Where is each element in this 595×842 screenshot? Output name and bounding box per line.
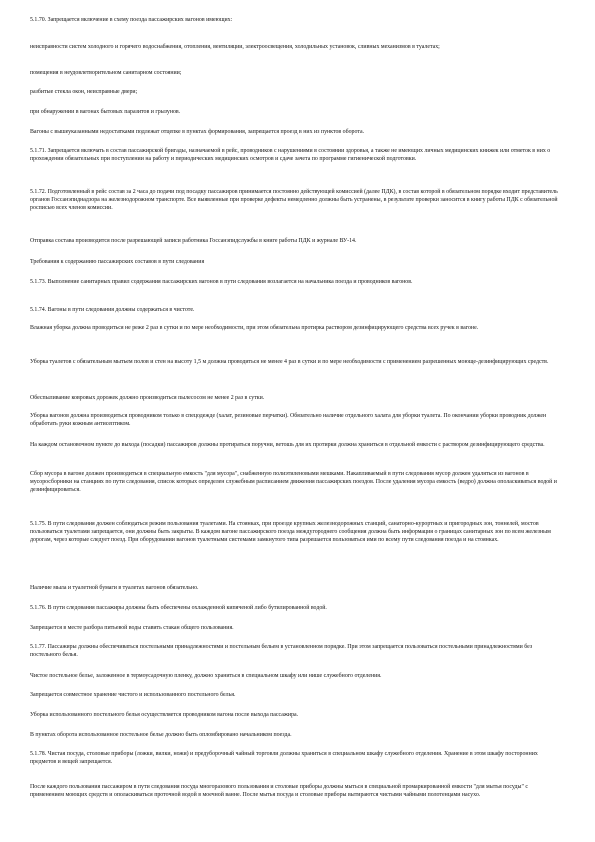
paragraph-26: В пунктах оборота использованное постельное белье должно быть опломбировано начальником поезда.	[30, 732, 292, 738]
paragraph-5-1-70: 5.1.70. Запрещается включение в схему поезда пассажирских вагонов имеющих:	[30, 17, 233, 23]
paragraph-5-1-77: 5.1.77. Пассажиры должны обеспечиваться постельными принадлежностями и постельным бельем в установленном порядке. При этом запрещается пользоваться постельными принадлежностями без постельного белья.	[30, 644, 533, 659]
section-heading: Требования к содержанию пассажирских составов в пути следования	[30, 259, 205, 265]
paragraph-21: Запрещается в месте разбора питьевой воды ставить стакан общего пользования.	[30, 625, 234, 631]
paragraph-5-1-76: 5.1.76. В пути следования пассажиры должны быть обеспечены охлажденной кипяченой либо бутилированной водой.	[30, 605, 327, 611]
paragraph-2: помещения в неудовлетворительном санитарном состоянии;	[30, 70, 182, 76]
paragraph-4: при обнаружении в вагонах бытовых паразитов и грызунов.	[30, 109, 181, 115]
paragraph-14: Обеспыливание ковровых дорожек должно производиться пылесосом не менее 2 раз в сутки.	[30, 395, 265, 401]
paragraph-19: Наличие мыла и туалетной бумаги в туалетах вагонов обязательно.	[30, 585, 199, 591]
paragraph-5-1-74: 5.1.74. Вагоны в пути следования должны содержаться в чистоте.	[30, 307, 195, 313]
paragraph-5: Вагоны с вышеуказанными недостатками подлежат отцепке в пунктах формирования, запрещается проезд в них из пунктов оборота.	[30, 129, 365, 135]
paragraph-8: Отправка состава производится после разрешающей записи работника Госсанэпидслужбы в книге работы ПДК и журнале ВУ-14.	[30, 238, 357, 244]
paragraph-16: На каждом остановочном пункте до выхода (посадки) пассажиров должны протираться поручни, ветошь для их протирки должна храниться в отдельной емкости с раствором дезинфицирующего средства.	[30, 442, 545, 448]
paragraph-15: Уборка вагонов должна производиться проводником только в спецодежде (халат, резиновые перчатки). Обязательно наличие отдельного халата для уборки туалета. По окончании уборки проводник должен обработать руки кожным антисептиком.	[30, 413, 547, 428]
paragraph-25: Уборка использованного постельного белья осуществляется проводником вагона после выхода пассажира.	[30, 712, 299, 718]
paragraph-28: После каждого пользования пассажиром в пути следования посуда многоразового пользования и столовые приборы должны мыться в специальной промаркированной емкости "для мытья посуды" с применением моющих средств и ополаскиваться проточной водой в моечной ванне. После мытья посуда и столовые приборы вытираются чистыми чайными полотенцами насухо.	[30, 784, 528, 799]
paragraph-5-1-78: 5.1.78. Чистая посуда, столовые приборы (ложки, вилки, ножи) и предуборочный чайный торговли должны храниться в специальном шкафу служебного отделения. Хранение в этом шкафу посторонних предметов и вещей запрещается.	[30, 751, 538, 766]
paragraph-23: Чистое постельное белье, заложенное в термоусадочную пленку, должно храниться в специальном шкафу или нише служебного отделения.	[30, 673, 382, 679]
paragraph-17: Сбор мусора в вагоне должен производиться в специальную емкость "для мусора", снабженную полиэтиленовыми мешками. Накапливаемый в пути следования мусор должен удаляться из вагонов в мусоросборники на станциях по пути следования, список которых определен служебным расписанием движения пассажирских поездов. После удаления мусора емкость (ведро) должна ополаскиваться водой и дезинфицироваться.	[30, 471, 557, 494]
paragraph-13: Уборка туалетов с обязательным мытьем полов и стен на высоту 1,5 м должна проводиться не менее 4 раз в сутки и по мере необходимости с применением разрешенных моюще-дезинфицирующих средств.	[30, 359, 549, 365]
paragraph-5-1-71: 5.1.71. Запрещается включать в состав пассажирской бригады, назначаемой в рейс, проводников с нарушениями в состоянии здоровья, а также не имеющих личных медицинских книжек или отметок в них о прохождении обязательных при поступлении на работу и периодических медицинских осмотров и сдаче зачета по программе гигиенической подготовки.	[30, 148, 551, 163]
paragraph-5-1-75: 5.1.75. В пути следования должен соблюдаться режим пользования туалетами. На стоянках, при проезде крупных железнодорожных станций, санаторно-курортных и пригородных зон, тоннелей, мостов пользоваться туалетами запрещается, они должны быть закрыты. В каждом вагоне пассажирского поезда междугороднего сообщения должна быть информация о границах санитарных зон по всем железным дорогам, через которые следует поезд. При оборудовании вагонов туалетными системами замкнутого типа разрешается пользоваться ими по всему пути следования поезда и на стоянках.	[30, 521, 551, 544]
paragraph-5-1-73: 5.1.73. Выполнение санитарных правил содержания пассажирских вагонов в пути следования возлагается на начальника поезда и проводников вагонов.	[30, 279, 413, 285]
paragraph-5-1-72: 5.1.72. Подготовленный в рейс состав за 2 часа до подачи под посадку пассажиров принимается постоянно действующей комиссией (далее ПДК), в состав которой в обязательном порядке входит представитель органов Госсанэпиднадзора на железнодорожном транспорте. Все выявленные при проверке дефекты немедленно должны быть устранены, в результате проверки заносится в книгу работы ПДК с обязательной росписью всех членов комиссии.	[30, 189, 558, 212]
paragraph-3: разбитые стекла окон, неисправные двери;	[30, 89, 138, 95]
paragraph-24: Запрещается совместное хранение чистого и использованного постельного белья.	[30, 692, 236, 698]
paragraph-12: Влажная уборка должна проводиться не реже 2 раз в сутки и по мере необходимости, при этом обязательна протирка раствором дезинфицирующего средства всех ручек в вагоне.	[30, 325, 479, 331]
paragraph-1: неисправности систем холодного и горячего водоснабжения, отопления, вентиляции, электроосвещения, холодильных установок, сливных механизмов в туалетах;	[30, 44, 440, 50]
